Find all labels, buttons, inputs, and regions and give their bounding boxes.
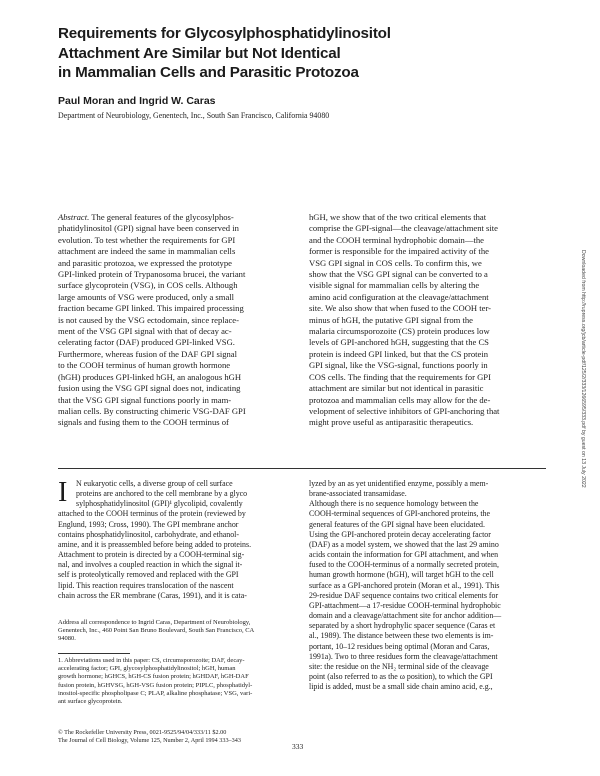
paper-title [58,24,478,83]
body-line: 1991a). Two to three residues form the cleavage/attachment [309,651,498,661]
title-line: in Mammalian Cells and Parasitic Protozoa [58,64,359,81]
abstract-line: fraction became GPI linked. This impaired processing [58,303,244,314]
title-line: Attachment Are Similar but Not Identical [58,44,341,62]
body-line: Englund, 1993; Cross, 1990). The GPI membrane anchor [58,519,239,529]
body-line: 29-residue DAF sequence contains two critical elements for [309,590,499,600]
authors: Paul Moran and Ingrid W. Caras [58,95,216,107]
body-line: portant, 10–12 residues being optimal (Moran and Caras, [309,641,490,651]
body-line: nal, and involves a coupled reaction in which the signal it- [58,560,243,570]
abstract-line: COS cells. The finding that the requirements for GPI [309,371,491,382]
address-line: Genentech, Inc., 460 Point San Bruno Boulevard, South San Francisco, CA [58,627,255,635]
copyright-line: © The Rockefeller University Press, 0021-9525/94/04/333/11 $2.00 [58,729,227,736]
abstract-line: GPI-linked protein of Trypanosoma brucei, the variant [58,269,246,280]
body-line: contains phosphatidylinositol, carbohydrate, and ethanol- [58,529,240,539]
abstract-label: Abstract. [58,212,90,222]
address-line: Address all correspondence to Ingrid Caras, Department of Neurobiology, [58,619,251,626]
abstract-line: malian cells. By constructing chimeric VSG-DAF GPI [58,405,246,416]
body-left-column [58,479,294,601]
abstract-line: Furthermore, whereas fusion of the DAF GPI signal [58,348,238,359]
abstract-line: hGH, we show that of the two critical elements that [309,212,487,222]
abstract-line: might prove useful as antiparasitic therapeutics. [309,417,474,428]
copyright-notice [58,729,241,745]
abstract-line: VSG GPI signal in COS cells. To confirm this, we [309,257,482,268]
abstract-line: and parasitic protozoa, we expressed the prototype [58,257,232,268]
body-line: domain and a cleavage/attachment site for anchor addition— [309,611,502,621]
abstract-line: former is responsible for the impaired activity of the [309,246,489,257]
footnote-line: 1. Abbreviations used in this paper: CS, circumsporozoite; DAF, decay- [58,657,245,664]
abstract-line: surface glycoprotein (VSG), in COS cells. Although [58,280,238,291]
abstract-line: The general features of the glycosylphos- [91,212,234,222]
body-right-column [309,479,545,692]
drop-cap: I [58,477,68,508]
abstract-line: ment of the VSG GPI signal with that of decay ac- [58,326,232,337]
body-line: (DAF) as a model system, we showed that the last 29 amino [309,539,499,549]
abstract-line: site. We also show that when fused to the COOH ter- [309,303,492,314]
abstract-left-column [58,212,294,429]
abstract-line: amino acid configuration at the cleavage/attachment [309,291,489,302]
abstract-line: malaria circumsporozoite (CS) protein produces low [309,326,490,337]
abbreviations-footnote [58,657,294,706]
correspondence-address [58,619,294,643]
footnote-line: growth hormone; hGHCS, hGH-CS fusion protein; hGHDAF, hGH-DAF [58,673,249,681]
body-line: amine, and it is preassembled before being added to proteins. [58,539,252,549]
body-line: brane-associated transamidase. [309,489,407,499]
address-line: 94080. [58,635,76,643]
body-line: al., 1989). The distance between these two elements is im- [309,631,494,641]
footnote-line: ant surface glycoprotein. [58,698,123,706]
abstract-line: attachment are similar but not identical in parasitic [309,383,484,394]
body-line: point (also referred to as the ω position), to which the GPI [309,671,493,681]
abstract-line: to the COOH terminus of human growth hormone [58,360,231,371]
body-line: proteins are anchored to the cell membrane by a glyco [76,489,248,499]
body-line: Attachment to protein is directed by a COOH-terminal sig- [58,550,245,560]
title-line: Requirements for Glycosylphosphatidylinositol [58,25,391,42]
body-line: GPI-attachment—a 17-residue COOH-terminal hydrophobic [309,600,501,610]
body-line: sylphosphatidylinositol (GPI)¹ glycolipid, covalently [76,499,243,509]
body-line: lipid is added, must be a small side chain amino acid, e.g., [309,682,493,692]
abstract-line: signals and fusing them to the COOH terminus of [58,417,229,428]
affiliation: Department of Neurobiology, Genentech, Inc., South San Francisco, California 94080 [58,111,330,120]
body-line: general features of the GPI signal have been elucidated. [309,519,485,529]
abstract-line: comprise the GPI-signal—the cleavage/attachment site [309,223,498,234]
download-watermark [578,250,586,580]
abstract-line: attachment are indeed the same in mammalian cells [58,246,236,257]
abstract-line: minus of hGH, the putative GPI signal from the [309,314,473,325]
body-line: chain across the ER membrane (Caras, 1991), and it is cata- [58,590,247,600]
body-line: lyzed by an as yet unidentified enzyme, possibly a mem- [309,479,489,488]
body-line: COOH-terminal sequences of GPI-anchored proteins, the [309,509,490,519]
abstract-right-column [309,212,545,429]
abstract-line: is not caused by the VSG ectodomain, since replace- [58,314,239,325]
abstract-line: phatidylinositol (GPI) signal have been conserved in [58,223,239,234]
footnote-line: inositol-specific phospholipase C; PLAP, alkaline phosphatase; VSG, vari- [58,689,253,697]
body-line: site: the residue on the NH₂ terminal side of the cleavage [309,661,489,671]
abstract-line: fusion using the VSG GPI signal does not, indicating [58,383,241,394]
abstract-line: celerating factor (DAF) produced GPI-linked VSG. [58,337,235,348]
footnote-line: fusion protein, hGHVSG, hGH-VSG fusion protein; PIPLC, phosphatidyl- [58,681,253,689]
abstract-line: that the VSG GPI signal functions poorly in mam- [58,394,232,405]
footnote-line: accelerating factor; GPI, glycosylphosphatidylinositol; hGH, human [58,665,236,673]
abstract-line: large amounts of VSG were produced, only a small [58,291,235,302]
abstract-line: show that the VSG GPI signal can be converted to a [309,269,488,280]
abstract-line: and the COOH terminal hydrophobic domain—the [309,234,484,245]
download-note: Downloaded from http://rupress.org/jcb/article-pdf/125/2/333/1266595/333.pdf by guest on 13 July 2022 [580,250,586,488]
body-line: surface as a GPI-anchored protein (Moran et al., 1991). This [309,580,500,590]
body-line: human growth hormone (hGH), will target hGH to the cell [309,570,494,580]
abstract-line-first [58,212,294,223]
journal-citation: The Journal of Cell Biology, Volume 125, Number 2, April 1994 333–343 [58,736,241,744]
body-line: attached to the COOH terminus of the protein (reviewed by [58,509,246,519]
body-line: Although there is no sequence homology between the [309,499,479,509]
page-number: 333 [292,742,304,751]
body-line: self is proteolytically removed and replaced with the GPI [58,570,239,580]
body-line: N eukaryotic cells, a diverse group of cell surface [76,479,233,488]
abstract-line: protozoa and mammalian cells may allow for the de- [309,394,491,405]
abstract-line: visible signal for mammalian cells by altering the [309,280,480,291]
abstract-line: GPI signal, like the VSG-signal, functions poorly in [309,360,488,371]
abstract-line: velopment of selective inhibitors of GPI-anchoring that [309,405,500,416]
body-line: separated by a short hydrophylic spacer sequence (Caras et [309,621,496,631]
abstract-line: protein is indeed GPI linked, but that the CS protein [309,348,489,359]
section-divider [58,468,546,469]
abstract-line: (hGH) produces GPI-linked hGH, an analogous hGH [58,371,242,382]
abstract-line: evolution. To test whether the requirements for GPI [58,234,236,245]
body-line: Using the GPI-anchored protein decay accelerating factor [309,529,491,539]
footnote-rule [58,653,130,654]
body-line: acids contain the information for GPI attachment, and when [309,550,499,560]
abstract-line: levels of GPI-anchored hGH, suggesting that the CS [309,337,489,348]
body-line: fused to the COOH-terminus of a normally secreted protein, [309,560,499,570]
body-line: lipid. This reaction requires translocation of the nascent [58,580,234,590]
